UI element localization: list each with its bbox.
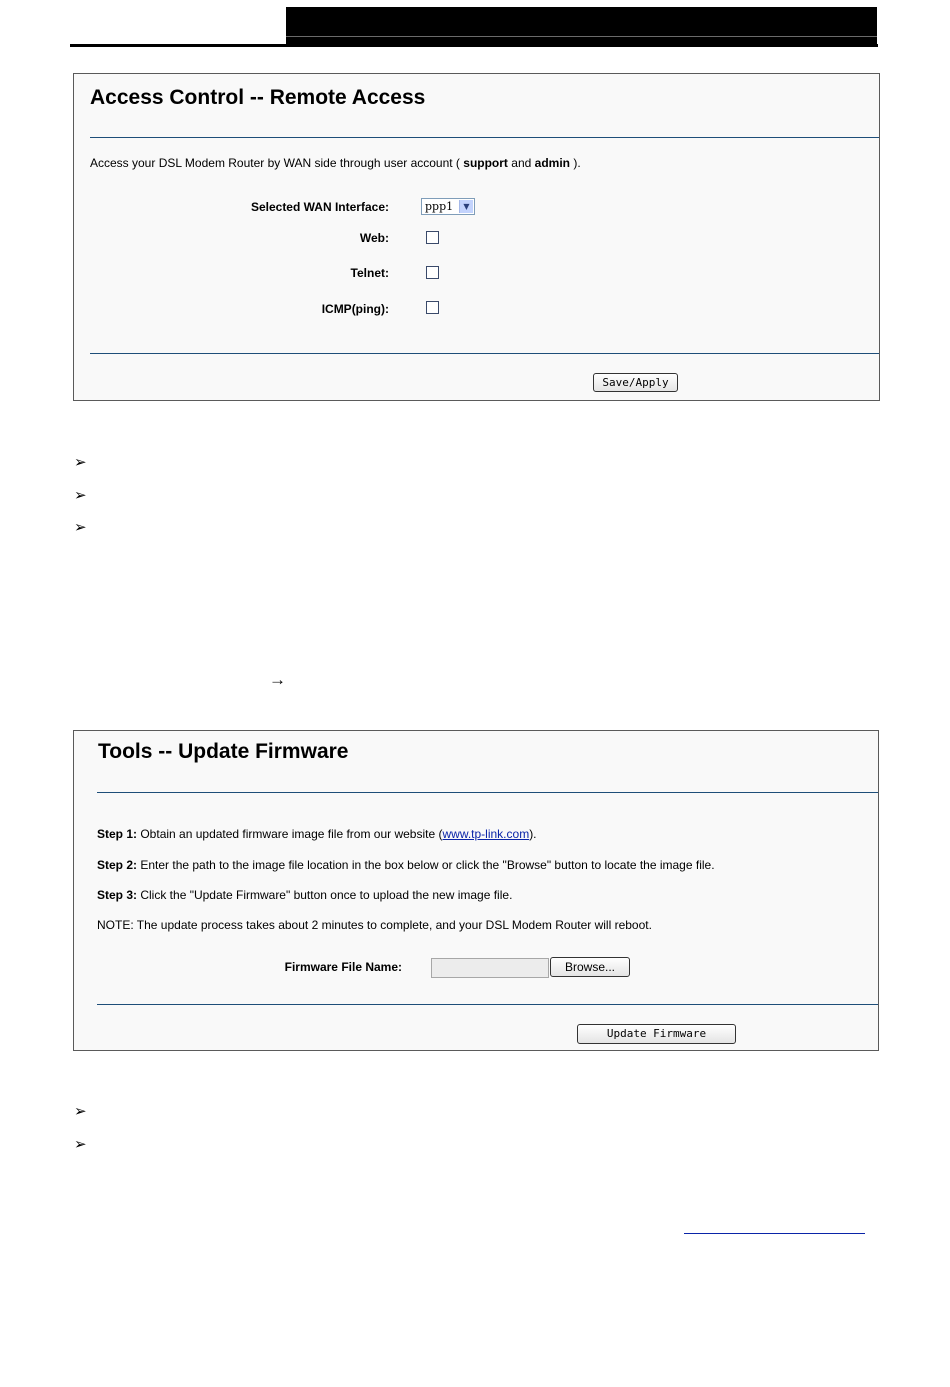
remote-access-title: Access Control -- Remote Access xyxy=(90,86,426,109)
title-divider xyxy=(97,792,878,793)
step2-body: Enter the path to the image file location in the box below or click the "Browse" button to locate the image file. xyxy=(137,858,715,872)
telnet-label: Telnet: xyxy=(350,266,389,280)
description-and: and xyxy=(507,156,535,170)
title-divider xyxy=(90,137,879,138)
wan-interface-label: Selected WAN Interface: xyxy=(250,200,389,214)
wan-interface-value: ppp1 xyxy=(425,200,454,213)
bullet-marker: ➢ xyxy=(74,519,87,536)
user-admin: admin xyxy=(534,156,570,170)
link-underline[interactable] xyxy=(684,1233,865,1234)
chevron-down-icon: ▼ xyxy=(459,200,473,213)
step2-text xyxy=(97,858,715,872)
save-apply-button[interactable]: Save/Apply xyxy=(593,373,678,392)
remote-access-panel xyxy=(73,73,880,401)
tp-link-website-link[interactable]: www.tp-link.com xyxy=(442,827,530,841)
header-rule xyxy=(70,44,878,47)
firmware-file-input[interactable] xyxy=(431,958,549,978)
update-firmware-title: Tools -- Update Firmware xyxy=(98,740,349,763)
user-support: support xyxy=(463,156,508,170)
bullet-marker: ➢ xyxy=(74,1103,87,1120)
update-firmware-button[interactable]: Update Firmware xyxy=(577,1024,736,1044)
wan-interface-select[interactable] xyxy=(421,198,475,215)
bullet-marker: ➢ xyxy=(74,454,87,471)
remote-access-description xyxy=(90,156,581,170)
step1-body: Obtain an updated firmware image file from our website ( xyxy=(137,827,443,841)
web-checkbox[interactable] xyxy=(426,231,439,244)
icmp-label: ICMP(ping): xyxy=(321,302,389,316)
description-end: ). xyxy=(569,156,581,170)
firmware-file-label: Firmware File Name: xyxy=(284,960,402,974)
header-bar xyxy=(286,7,877,44)
update-firmware-panel xyxy=(73,730,879,1051)
step1-end: ). xyxy=(529,827,537,841)
step3-body: Click the "Update Firmware" button once to upload the new image file. xyxy=(137,888,513,902)
nav-arrow-icon: → xyxy=(269,670,286,689)
description-text: Access your DSL Modem Router by WAN side through user account ( xyxy=(90,156,464,170)
step1-label: Step 1: xyxy=(97,827,138,841)
browse-button[interactable]: Browse... xyxy=(550,957,630,977)
telnet-checkbox[interactable] xyxy=(426,266,439,279)
step3-text xyxy=(97,888,512,902)
bullet-marker: ➢ xyxy=(74,1136,87,1153)
bullet-marker: ➢ xyxy=(74,487,87,504)
footer-divider xyxy=(90,353,879,354)
footer-divider xyxy=(97,1004,878,1005)
step1-text xyxy=(97,827,537,841)
icmp-checkbox[interactable] xyxy=(426,301,439,314)
step2-label: Step 2: xyxy=(97,858,138,872)
web-label: Web: xyxy=(359,231,389,245)
update-note: NOTE: The update process takes about 2 minutes to complete, and your DSL Modem Router will reboot. xyxy=(97,918,652,932)
step3-label: Step 3: xyxy=(97,888,138,902)
